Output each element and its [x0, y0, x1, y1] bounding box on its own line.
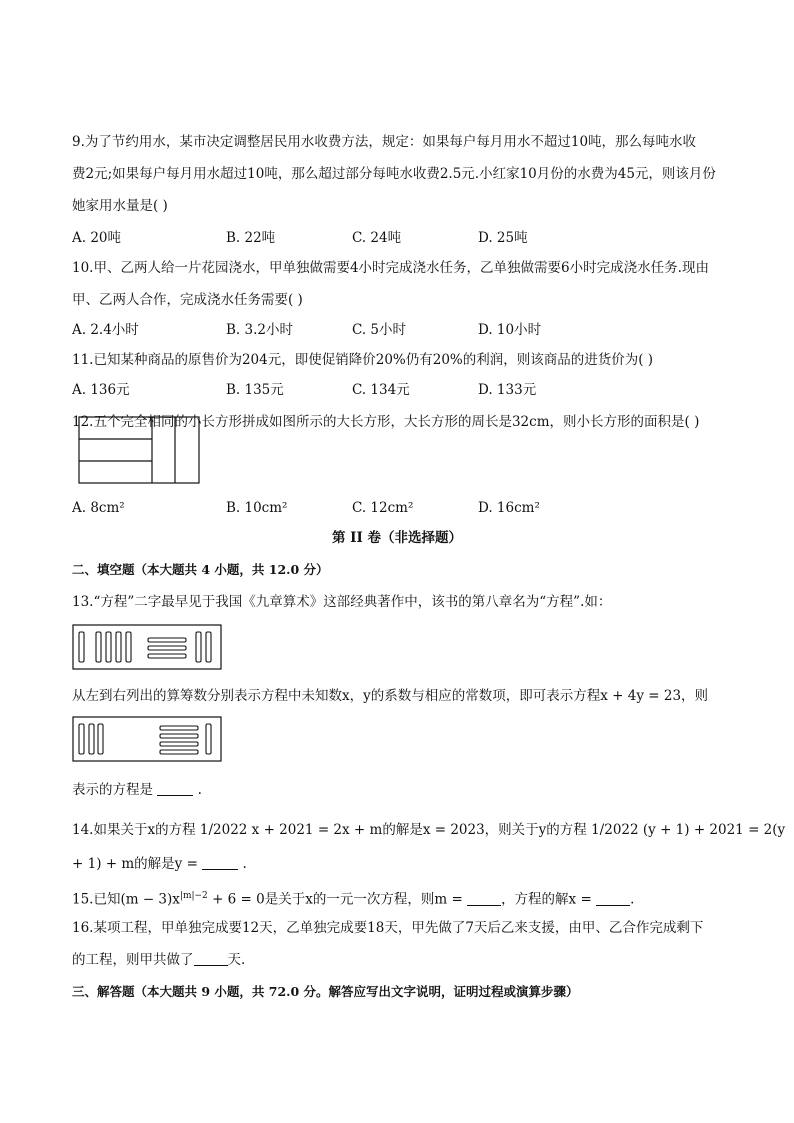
q12-option-d: D. 16cm²	[478, 500, 540, 516]
section2-heading: 二、填空题（本大题共 4 小题，共 12.0 分）	[72, 562, 329, 577]
q13-line1: 13.“方程”二字最早见于我国《九章算术》这部经典著作中，该书的第八章名为“方程”.如：	[72, 594, 612, 610]
q11-line1: 11.已知某种商品的原售价为204元，即使促销降价20%仍有20%的利润，则该商品的进货价为( )	[72, 352, 654, 368]
q11-option-d: D. 133元	[478, 382, 537, 398]
q16-line2	[72, 950, 245, 970]
q12-option-c: C. 12cm²	[352, 500, 414, 516]
q15-m-blank[interactable]	[467, 891, 501, 906]
q13-line3	[72, 780, 202, 800]
q14-line1: 14.如果关于x的方程 1/2022 x + 2021 = 2x + m的解是x = 2023，则关于y的方程 1/2022 (y + 1) + 2021 = 2(y	[72, 822, 786, 838]
counting-rods-question	[72, 716, 224, 764]
q9-line1: 9.为了节约用水，某市决定调整居民用水收费方法，规定：如果每户每月用水不超过10吨，那么每吨水收	[72, 134, 697, 150]
q11-option-b: B. 135元	[226, 382, 284, 398]
q15-exponent: |m|−2	[179, 891, 208, 901]
q10-option-b: B. 3.2小时	[226, 322, 293, 338]
rectangle-figure	[78, 416, 202, 486]
q15-part-a: 15.已知(m − 3)x	[72, 891, 180, 908]
q15-x-blank[interactable]	[596, 891, 630, 906]
part2-title: 第 II 卷（非选择题）	[331, 530, 463, 546]
q15-line1	[72, 886, 634, 910]
q9-option-a: A. 20吨	[72, 230, 122, 246]
q10-line1: 10.甲、乙两人给一片花园浇水，甲单独做需要4小时完成浇水任务，乙单独做需要6小时完成浇水任务.现由	[72, 260, 709, 276]
q14-line2	[72, 854, 247, 874]
q9-line2: 费2元;如果每户每月用水超过10吨，那么超过部分每吨水收费2.5元.小红家10月份的水费为45元，则该月份	[72, 166, 716, 182]
q9-option-c: C. 24吨	[352, 230, 402, 246]
q9-line3: 她家用水量是( )	[72, 198, 168, 214]
q15-part-b: + 6 = 0是关于x的一元一次方程，则m =	[207, 891, 463, 908]
q10-option-d: D. 10小时	[478, 322, 542, 338]
q9-option-b: B. 22吨	[226, 230, 276, 246]
q10-option-c: C. 5小时	[352, 322, 407, 338]
q13-answer-suffix: .	[197, 782, 202, 798]
q13-answer-blank[interactable]	[157, 781, 193, 796]
q16-answer-suffix: 天.	[227, 952, 246, 968]
q12-line1: 12.五个完全相同的小长方形拼成如图所示的大长方形，大长方形的周长是32cm，则小长方形的面积是( )	[72, 414, 700, 430]
q12-option-a: A. 8cm²	[72, 500, 125, 516]
q11-option-a: A. 136元	[72, 382, 130, 398]
q16-answer-prefix: 的工程，则甲共做了	[72, 952, 194, 968]
q14-answer-prefix: + 1) + m的解是y =	[72, 856, 198, 872]
q13-answer-prefix: 表示的方程是	[72, 782, 153, 798]
q15-part-d: .	[630, 891, 635, 908]
q15-part-c: ，方程的解x =	[501, 891, 592, 908]
q14-answer-suffix: .	[242, 856, 247, 872]
counting-rods-example	[72, 624, 224, 672]
q11-option-c: C. 134元	[352, 382, 410, 398]
q16-line1: 16.某项工程，甲单独完成要12天，乙单独完成要18天，甲先做了7天后乙来支援，由甲、乙合作完成剩下	[72, 920, 704, 936]
q10-line2: 甲、乙两人合作，完成浇水任务需要( )	[72, 292, 303, 308]
q13-line2: 从左到右列出的算筹数分别表示方程中未知数x，y的系数与相应的常数项，即可表示方程x + 4y = 23，则	[72, 688, 709, 704]
q14-answer-blank[interactable]	[202, 855, 238, 870]
q10-option-a: A. 2.4小时	[72, 322, 139, 338]
q9-option-d: D. 25吨	[478, 230, 528, 246]
q12-option-b: B. 10cm²	[226, 500, 288, 516]
q16-answer-blank[interactable]	[194, 951, 228, 966]
section3-heading: 三、解答题（本大题共 9 小题，共 72.0 分。解答应写出文字说明，证明过程或演算步骤）	[72, 984, 579, 999]
